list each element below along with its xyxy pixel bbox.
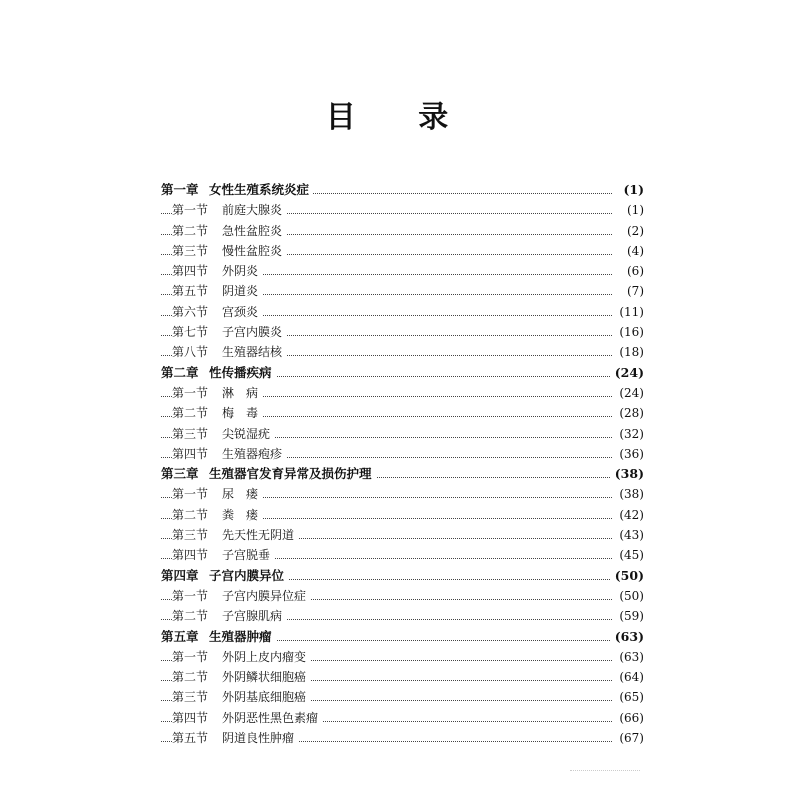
toc-entry-label [172, 221, 286, 241]
toc-entry-label [172, 586, 310, 606]
toc-section-row[interactable] [161, 525, 644, 545]
toc-entry-label [172, 525, 298, 545]
toc-section-row[interactable] [161, 505, 644, 525]
toc-entry-label [172, 383, 262, 403]
toc-entry-title: 阴道良性肿瘤 [222, 731, 295, 746]
toc-entry-number: 第四节 [172, 264, 209, 279]
toc-entry-title: 外阴恶性黑色素瘤 [222, 710, 319, 725]
toc-page-number: (7) [623, 281, 644, 301]
toc-entry-number: 第二节 [172, 507, 209, 522]
toc-page-number: (45) [615, 545, 644, 565]
toc-section-row[interactable] [161, 281, 644, 301]
toc-entry-label [172, 647, 310, 667]
toc-page-number: (4) [623, 241, 644, 261]
toc-entry-title: 前庭大腺炎 [222, 203, 283, 218]
toc-entry-title: 子宫腺肌病 [222, 609, 283, 624]
toc-entry-label [172, 302, 262, 322]
toc-entry-label [172, 667, 310, 687]
toc-entry-title: 宫颈炎 [222, 304, 259, 319]
toc-page-number: (63) [615, 647, 644, 667]
toc-entry-label [172, 606, 286, 626]
toc-entry-title: 外阴炎 [222, 264, 259, 279]
toc-entry-number: 第四节 [172, 710, 209, 725]
toc-entry-number: 第二节 [172, 406, 209, 421]
toc-entry-label [172, 484, 262, 504]
page-footer-mark [570, 770, 640, 783]
toc-page-number: (64) [615, 667, 644, 687]
toc-entry-title: 尖锐湿疣 [222, 426, 271, 441]
toc-entry-label [172, 728, 298, 748]
toc-section-row[interactable] [161, 606, 644, 626]
toc-entry-title: 外阴上皮内瘤变 [222, 649, 307, 664]
toc-chapter-row[interactable] [161, 464, 644, 484]
toc-entry-title: 梅 毒 [222, 406, 259, 421]
toc-section-row[interactable] [161, 383, 644, 403]
toc-page-number: (66) [615, 708, 644, 728]
toc-entry-label [172, 708, 322, 728]
toc-entry-title: 生殖器官发育异常及损伤护理 [209, 466, 372, 482]
toc-entry-number: 第三节 [172, 528, 209, 543]
toc-entry-number: 第一节 [172, 588, 209, 603]
toc-section-row[interactable] [161, 241, 644, 261]
toc-page-number: (18) [615, 342, 644, 362]
toc-entry-number: 第七节 [172, 325, 209, 340]
toc-section-row[interactable] [161, 728, 644, 748]
toc-entry-number: 第二节 [172, 223, 209, 238]
toc-entry-label [172, 342, 286, 362]
toc-page-number: (24) [615, 383, 644, 403]
toc-section-row[interactable] [161, 687, 644, 707]
toc-section-row[interactable] [161, 403, 644, 423]
toc-page-number: (50) [615, 586, 644, 606]
toc-entry-number: 第五节 [172, 731, 209, 746]
page-title: 目 录 [325, 100, 475, 135]
toc-page-number: (11) [615, 302, 644, 322]
toc-section-row[interactable] [161, 302, 644, 322]
toc-entry-label [172, 241, 286, 261]
toc-page-number: (50) [611, 566, 644, 586]
toc-entry-label [172, 505, 262, 525]
toc-entry-title: 慢性盆腔炎 [222, 243, 283, 258]
toc-page-number: (38) [611, 464, 644, 484]
toc-entry-number: 第一章 [161, 182, 199, 197]
toc-entry-number: 第四节 [172, 548, 209, 563]
toc-page-number: (38) [615, 484, 644, 504]
toc-entry-label [172, 200, 286, 220]
toc-entry-number: 第五章 [161, 628, 199, 644]
toc-chapter-row[interactable] [161, 566, 644, 586]
toc-entry-title: 女性生殖系统炎症 [209, 182, 310, 197]
toc-entry-number: 第三节 [172, 243, 209, 258]
toc-page-number: (2) [623, 221, 644, 241]
toc-page-number: (16) [615, 322, 644, 342]
toc-section-row[interactable] [161, 424, 644, 444]
toc-section-row[interactable] [161, 342, 644, 362]
toc-entry-title: 粪 瘘 [222, 507, 259, 522]
toc-entry-number: 第一节 [172, 649, 209, 664]
toc-entry-title: 阴道炎 [222, 284, 259, 299]
toc-entry-label [172, 322, 286, 342]
toc-section-row[interactable] [161, 484, 644, 504]
toc-entry-title: 外阴鳞状细胞癌 [222, 670, 307, 685]
toc-entry-number: 第四章 [161, 567, 199, 583]
toc-entry-title: 尿 瘘 [222, 487, 259, 502]
toc-page-number: (59) [615, 606, 644, 626]
toc-page-number: (43) [615, 525, 644, 545]
toc-section-row[interactable] [161, 647, 644, 667]
toc-entry-label [161, 363, 276, 383]
toc-page-number: (24) [611, 363, 644, 383]
toc-entry-label [172, 444, 286, 464]
toc-entry-number: 第六节 [172, 304, 209, 319]
toc-entry-label [161, 180, 313, 200]
toc-section-row[interactable] [161, 667, 644, 687]
toc-entry-title: 子宫内膜异位 [209, 567, 285, 583]
toc-entry-title: 急性盆腔炎 [222, 223, 283, 238]
toc-entry-title: 性传播疾病 [209, 364, 272, 380]
toc-section-row[interactable] [161, 200, 644, 220]
toc-entry-title: 生殖器结核 [222, 345, 283, 360]
toc-entry-number: 第一节 [172, 203, 209, 218]
toc-entry-number: 第三节 [172, 690, 209, 705]
table-of-contents [161, 180, 644, 748]
toc-page-number: (1) [623, 200, 644, 220]
toc-chapter-row[interactable] [161, 627, 644, 647]
toc-section-row[interactable] [161, 221, 644, 241]
toc-page-number: (1) [619, 180, 644, 200]
toc-entry-number: 第三节 [172, 426, 209, 441]
toc-entry-number: 第八节 [172, 345, 209, 360]
toc-entry-label [172, 687, 310, 707]
toc-entry-label [161, 627, 276, 647]
toc-section-row[interactable] [161, 545, 644, 565]
toc-entry-title: 生殖器疱疹 [222, 446, 283, 461]
toc-section-row[interactable] [161, 444, 644, 464]
toc-page-number: (63) [611, 627, 644, 647]
toc-entry-label [172, 281, 262, 301]
toc-section-row[interactable] [161, 322, 644, 342]
toc-section-row[interactable] [161, 261, 644, 281]
toc-entry-label [172, 424, 274, 444]
toc-page-number: (36) [615, 444, 644, 464]
toc-section-row[interactable] [161, 708, 644, 728]
toc-section-row[interactable] [161, 586, 644, 606]
toc-page-number: (28) [615, 403, 644, 423]
toc-entry-title: 外阴基底细胞癌 [222, 690, 307, 705]
toc-entry-label [172, 261, 262, 281]
toc-entry-number: 第一节 [172, 487, 209, 502]
toc-entry-number: 第一节 [172, 385, 209, 400]
toc-entry-label [172, 545, 274, 565]
toc-page-number: (67) [615, 728, 644, 748]
toc-entry-title: 淋 病 [222, 385, 259, 400]
toc-entry-title: 先天性无阴道 [222, 528, 295, 543]
toc-entry-title: 子宫内膜炎 [222, 325, 283, 340]
toc-entry-title: 子宫内膜异位症 [222, 588, 307, 603]
toc-entry-number: 第三章 [161, 466, 199, 482]
toc-entry-label [161, 566, 288, 586]
toc-entry-label [172, 403, 262, 423]
toc-entry-number: 第二节 [172, 609, 209, 624]
toc-entry-label [161, 464, 376, 484]
toc-entry-number: 第二节 [172, 670, 209, 685]
toc-entry-title: 生殖器肿瘤 [209, 628, 272, 644]
toc-entry-number: 第五节 [172, 284, 209, 299]
toc-chapter-row[interactable] [161, 363, 644, 383]
toc-entry-title: 子宫脱垂 [222, 548, 271, 563]
toc-entry-number: 第二章 [161, 364, 199, 380]
toc-page-number: (42) [615, 505, 644, 525]
toc-page-number: (6) [623, 261, 644, 281]
toc-entry-number: 第四节 [172, 446, 209, 461]
toc-chapter-row[interactable] [161, 180, 644, 200]
toc-page-number: (32) [615, 424, 644, 444]
toc-page-number: (65) [615, 687, 644, 707]
